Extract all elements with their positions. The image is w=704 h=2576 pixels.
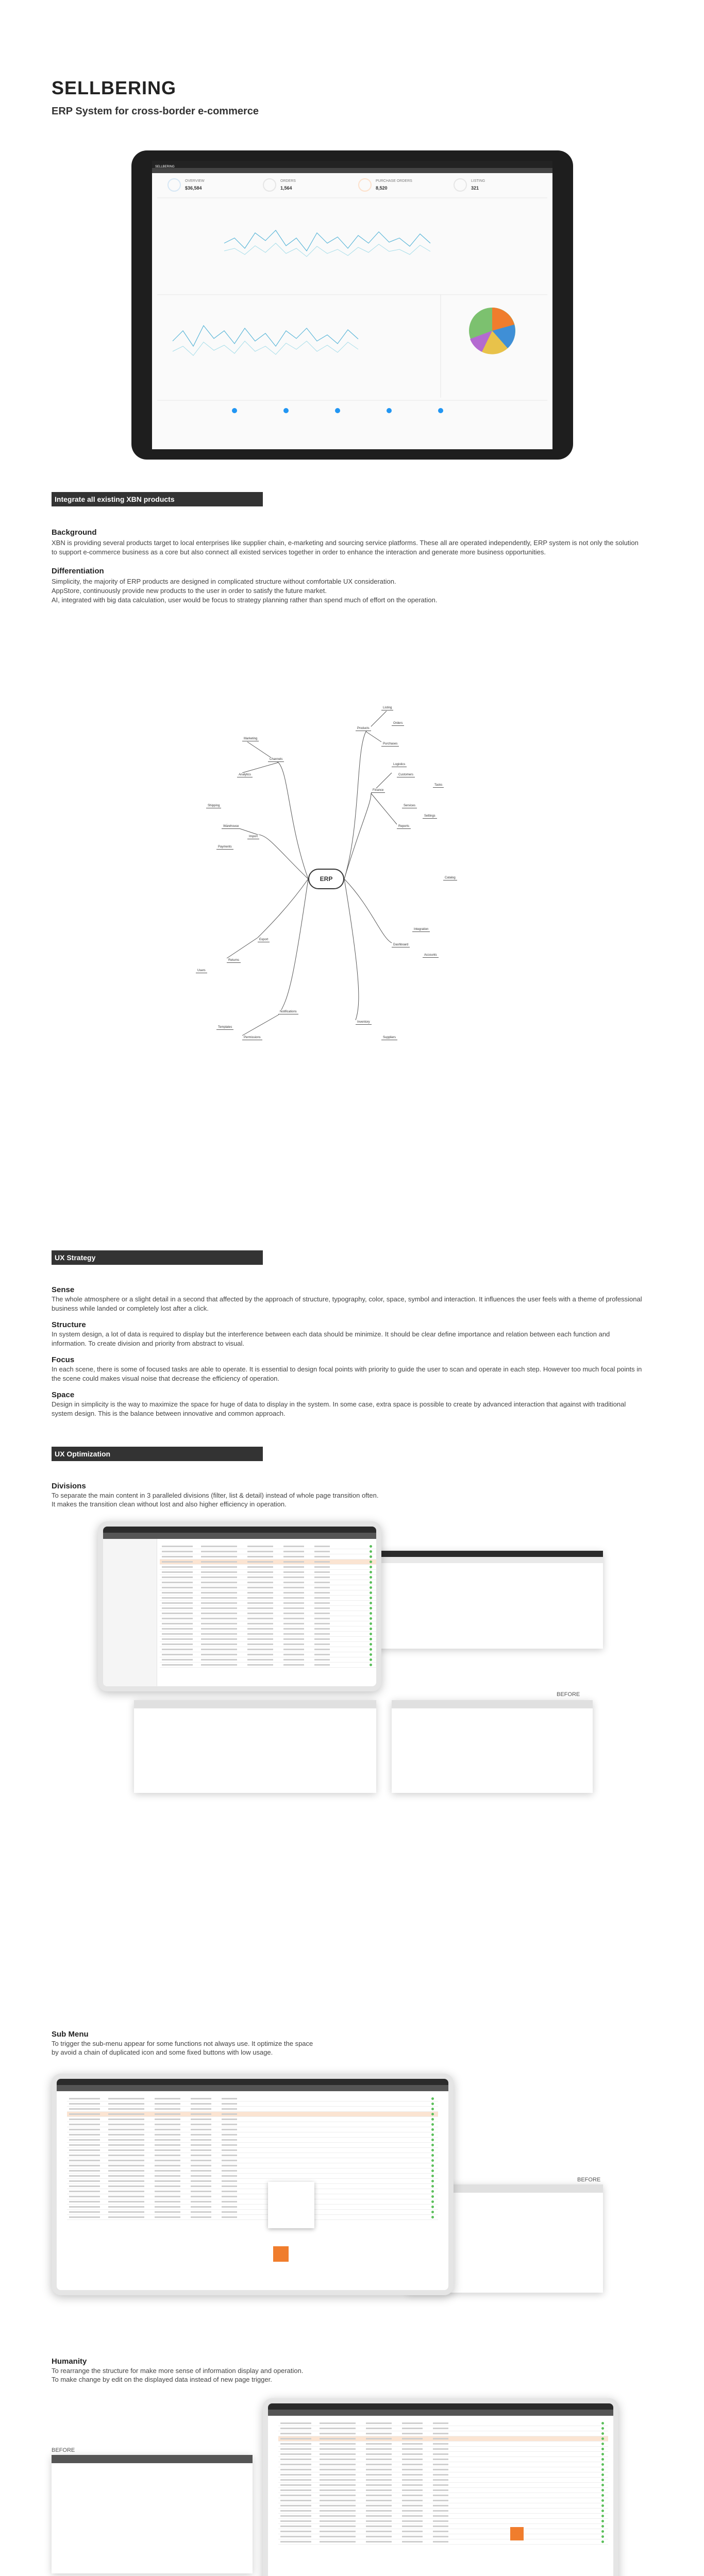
table-row[interactable] — [278, 2426, 608, 2431]
mindmap-node: Finance — [371, 788, 385, 793]
submenu-line-2: by avoid a chain of duplicated icon and some fixed buttons with low usage. — [52, 2048, 273, 2056]
mindmap-node: Warehouse — [222, 824, 240, 829]
divisions-line-2: It makes the transition clean without lost and also higher efficiency in operation. — [52, 1500, 287, 1508]
table-row[interactable] — [160, 1626, 376, 1632]
table-row[interactable] — [67, 2179, 438, 2184]
table-row[interactable] — [160, 1611, 376, 1616]
mindmap-node: Tasks — [433, 783, 444, 788]
mindmap-node: Accounts — [423, 953, 439, 958]
submenu-title: Sub Menu — [52, 2030, 89, 2039]
table-row[interactable] — [160, 1606, 376, 1611]
diff-line-1: Simplicity, the majority of ERP products are designed in complicated structure without comfortable UX consideration. — [52, 578, 396, 585]
table-row[interactable] — [67, 2174, 438, 2179]
mindmap-node: Inventory — [356, 1020, 372, 1025]
table-row[interactable] — [160, 1642, 376, 1647]
stat-overview: OVERVIEW $36,584 — [167, 176, 255, 197]
stat-listing: LISTING 321 — [454, 176, 541, 197]
table-row[interactable] — [278, 2483, 608, 2488]
mindmap-center: ERP — [308, 869, 344, 889]
space-title: Space — [52, 1391, 75, 1399]
table-row[interactable] — [67, 2148, 438, 2153]
table-row[interactable] — [67, 2163, 438, 2168]
before-label-1: BEFORE — [557, 1691, 580, 1698]
table-row[interactable] — [278, 2421, 608, 2426]
table-row[interactable] — [278, 2529, 608, 2534]
mindmap-node: Suppliers — [381, 1036, 397, 1040]
table-row[interactable] — [160, 1590, 376, 1596]
table-row[interactable] — [67, 2215, 438, 2220]
table-row[interactable] — [160, 1621, 376, 1626]
table-row[interactable] — [160, 1585, 376, 1590]
table-row[interactable] — [67, 2096, 438, 2102]
table-row[interactable] — [67, 2210, 438, 2215]
table-row[interactable] — [160, 1616, 376, 1621]
table-row[interactable] — [67, 2143, 438, 2148]
divisions-device — [98, 1521, 381, 1691]
mindmap-node: Templates — [216, 1025, 233, 1030]
table-row[interactable] — [160, 1601, 376, 1606]
background-text: XBN is providing several products target to local enterprises like supplier chain, e-marketing and sourcing service platforms. These all are operated independently, ERP system is not only the solution to support e-commerce business as a core but also connect all existed services together in order to enhance the interaction and generate more business opportunities. — [52, 539, 639, 556]
table-row[interactable] — [160, 1637, 376, 1642]
table-row[interactable] — [160, 1544, 376, 1549]
mindmap-node: Orders — [392, 721, 404, 726]
table-row[interactable] — [67, 2205, 438, 2210]
before-label-2: BEFORE — [577, 2177, 601, 2183]
humanity-line-2: To make change by edit on the displayed data instead of new page trigger. — [52, 2376, 272, 2383]
table-row[interactable] — [278, 2519, 608, 2524]
table-row[interactable] — [67, 2194, 438, 2199]
diff-line-2: AppStore, continuously provide new products to the user in order to satisfy the future market. — [52, 587, 327, 595]
table-row[interactable] — [67, 2117, 438, 2122]
table-row[interactable] — [278, 2498, 608, 2503]
section-ux-optimization: UX Optimization — [52, 1447, 263, 1461]
table-row[interactable] — [278, 2524, 608, 2529]
table-row[interactable] — [278, 2534, 608, 2539]
divisions-list — [160, 1544, 376, 1668]
mindmap-node: Catalog — [443, 876, 457, 880]
table-row[interactable] — [160, 1663, 376, 1668]
humanity-before-mock — [52, 2455, 253, 2573]
table-row[interactable] — [160, 1657, 376, 1663]
table-row[interactable] — [160, 1580, 376, 1585]
table-row[interactable] — [67, 2158, 438, 2163]
mindmap-lines — [0, 0, 704, 1133]
submenu-device — [52, 2074, 454, 2295]
mindmap-node: Reports — [397, 824, 411, 829]
mindmap-node: Products — [356, 726, 371, 731]
table-row[interactable] — [278, 2493, 608, 2498]
table-row[interactable] — [67, 2132, 438, 2138]
table-row[interactable] — [278, 2452, 608, 2457]
table-row[interactable] — [160, 1565, 376, 1570]
mindmap-node: Dashboard — [392, 943, 410, 947]
submenu-list — [67, 2096, 438, 2220]
sense-title: Sense — [52, 1285, 75, 1294]
table-row[interactable] — [67, 2184, 438, 2189]
humanity-title: Humanity — [52, 2357, 87, 2366]
before-label-3: BEFORE — [52, 2447, 75, 2453]
table-row[interactable] — [278, 2539, 608, 2545]
mindmap-node: Payments — [216, 845, 233, 850]
mindmap-node: Services — [402, 804, 417, 808]
structure-title: Structure — [52, 1320, 86, 1329]
diff-line-3: AI, integrated with big data calculation, user would be focus to strategy planning rather than spend much of effort on the operation. — [52, 596, 438, 604]
table-row[interactable] — [278, 2472, 608, 2478]
table-row[interactable] — [278, 2514, 608, 2519]
table-row[interactable] — [160, 1570, 376, 1575]
table-row[interactable] — [278, 2488, 608, 2493]
table-row[interactable] — [278, 2431, 608, 2436]
humanity-edit-button[interactable] — [510, 2527, 524, 2540]
table-row[interactable] — [67, 2168, 438, 2174]
table-row[interactable] — [278, 2478, 608, 2483]
table-row[interactable] — [278, 2462, 608, 2467]
table-row[interactable] — [67, 2122, 438, 2127]
humanity-list — [278, 2421, 608, 2545]
stat-orders: ORDERS 1,564 — [263, 176, 350, 197]
table-row[interactable] — [67, 2107, 438, 2112]
mindmap-node: Settings — [423, 814, 437, 819]
submenu-trigger-button[interactable] — [273, 2246, 289, 2262]
table-row[interactable] — [160, 1647, 376, 1652]
mindmap-node: Marketing — [242, 737, 259, 741]
background-title: Background — [52, 528, 97, 537]
table-row[interactable] — [278, 2467, 608, 2472]
table-row[interactable] — [160, 1632, 376, 1637]
table-row[interactable] — [160, 1596, 376, 1601]
mindmap-node: Analytics — [237, 773, 253, 777]
focus-text: In each scene, there is some of focused tasks are able to operate. It is essential to design focal points with priority to guide the user to scan and operate in each step. However too much focal points in the scene could makes visual noise that decrease the efficiency of operation. — [52, 1365, 642, 1382]
table-row[interactable] — [160, 1549, 376, 1554]
table-row[interactable] — [67, 2153, 438, 2158]
section-integrate: Integrate all existing XBN products — [52, 492, 263, 506]
table-row[interactable] — [278, 2447, 608, 2452]
mindmap-node: Listing — [381, 706, 393, 710]
page-subtitle: ERP System for cross-border e-commerce — [52, 106, 259, 117]
table-row[interactable] — [278, 2503, 608, 2509]
table-row[interactable] — [278, 2457, 608, 2462]
divisions-line-1: To separate the main content in 3 paralleled divisions (filter, list & detail) instead of whole page transition often. — [52, 1492, 379, 1499]
submenu-popup — [268, 2182, 314, 2228]
mindmap-node: Notifications — [278, 1010, 298, 1014]
table-row[interactable] — [67, 2112, 438, 2117]
table-row[interactable] — [278, 2509, 608, 2514]
mindmap-node: Returns — [227, 958, 241, 963]
mindmap-node: Integration — [412, 927, 430, 932]
section-ux-strategy: UX Strategy — [52, 1250, 263, 1265]
table-row[interactable] — [160, 1554, 376, 1560]
table-row[interactable] — [160, 1652, 376, 1657]
before-detail-mock — [392, 1700, 593, 1793]
table-row[interactable] — [67, 2127, 438, 2132]
mindmap-node: Shipping — [206, 804, 221, 808]
table-row[interactable] — [278, 2436, 608, 2442]
table-row[interactable] — [160, 1575, 376, 1580]
stat-purchase: PURCHASE ORDERS 8,520 — [358, 176, 446, 197]
submenu-line-1: To trigger the sub-menu appear for some functions not always use. It optimize the space — [52, 2040, 313, 2047]
table-row[interactable] — [160, 1560, 376, 1565]
mindmap-node: Logistics — [392, 762, 407, 767]
mindmap-node: Export — [258, 938, 270, 942]
sense-text: The whole atmosphere or a slight detail in a second that affected by the approach of structure, typography, color, space, symbol and interaction. It influences the user feels with a theme of professional business while landed or completely lost after a click. — [52, 1295, 642, 1312]
table-row[interactable] — [278, 2442, 608, 2447]
divisions-title: Divisions — [52, 1482, 86, 1490]
structure-text: In system design, a lot of data is required to display but the interference between each data should be minimize. It should be clear define importance and relation between each function and information. To create division and priority from abstract to visual. — [52, 1330, 610, 1347]
app-name: SELLBERING — [155, 165, 175, 168]
table-row[interactable] — [67, 2138, 438, 2143]
mindmap-node: Purchases — [381, 742, 399, 747]
humanity-line-1: To rearrange the structure for make more sense of information display and operation. — [52, 2367, 304, 2375]
humanity-device — [263, 2398, 618, 2576]
mindmap-node: Users — [196, 969, 207, 973]
table-row[interactable] — [67, 2199, 438, 2205]
focus-title: Focus — [52, 1355, 75, 1364]
mindmap-node: Channels — [268, 757, 284, 762]
mindmap-node: Import — [247, 835, 259, 839]
mindmap-node: Permissions — [242, 1036, 262, 1040]
page-title: SELLBERING — [52, 77, 177, 98]
table-row[interactable] — [67, 2189, 438, 2194]
before-list-mock — [134, 1700, 376, 1793]
differentiation-title: Differentiation — [52, 567, 104, 575]
mindmap-node: Customers — [397, 773, 415, 777]
space-text: Design in simplicity is the way to maximize the space for huge of data to display in the system. In some case, extra space is possible to create by advanced interaction that against with traditional system design. This is the balance between innovative and common approach. — [52, 1400, 626, 1417]
table-row[interactable] — [67, 2102, 438, 2107]
